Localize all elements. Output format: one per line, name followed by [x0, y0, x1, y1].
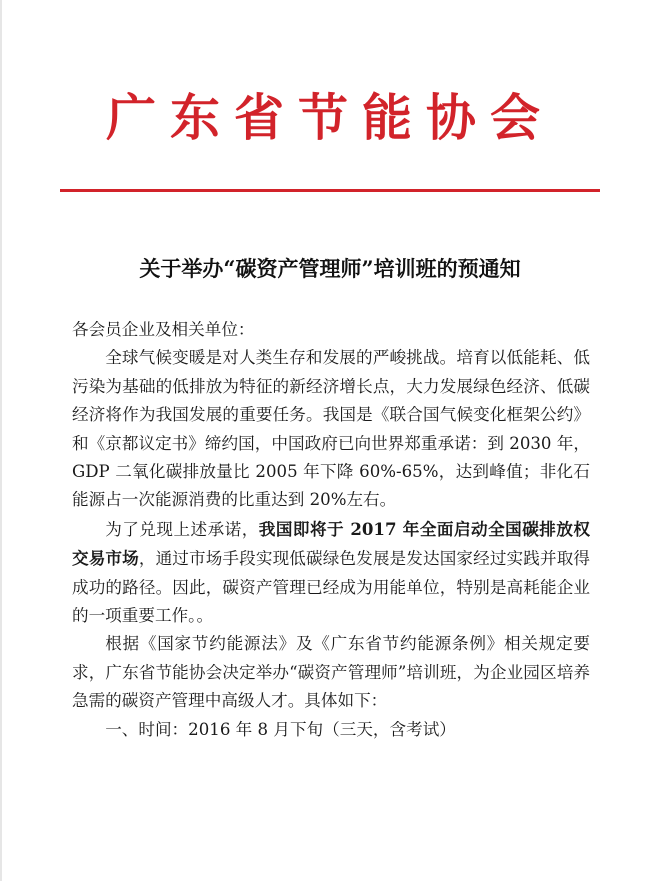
paragraph-2-suffix: ，通过市场手段实现低碳绿色发展是发达国家经过实践并取得成功的路径。因此，碳资产管理已经成为用能单位，特别是高耗能企业的一项重要工作。。: [72, 549, 591, 626]
organization-header: 广东省节能协会: [106, 88, 554, 147]
document-body: [72, 316, 590, 744]
red-divider-line: [60, 189, 600, 192]
salutation: 各会员企业及相关单位：: [72, 320, 255, 339]
paragraph-2: [72, 515, 590, 631]
paragraph-3: 根据《国家节约能源法》及《广东省节约能源条例》相关规定要求，广东省节能协会决定举办“碳资产管理师”培训班，为企业园区培养急需的碳资产管理中高级人才。具体如下：: [72, 634, 590, 711]
paragraph-1: 全球气候变暖是对人类生存和发展的严峻挑战。培育以低能耗、低污染为基础的低排放为特征的新经济增长点，大力发展绿色经济、低碳经济将作为我国发展的重要任务。我国是《联合国气候变化框架公约》和《京都议定书》缔约国，中国政府已向世界郑重承诺：到 2030 年，GDP 二氧化碳排放量比 2005 年下降 60%-65%，达到峰值；非化石能源占一次能源消费的比重达到 20%左右。: [72, 348, 590, 510]
document-title: 关于举办“碳资产管理师”培训班的预通知: [139, 256, 521, 281]
paragraph-2-prefix: 为了兑现上述承诺，: [105, 519, 259, 539]
paragraph-2-emphasis: 我国即将于 2017 年全面启动全国碳排放权交易市场: [72, 518, 590, 569]
item-1-time: 一、时间：2016 年 8 月下旬（三天，含考试）: [105, 719, 456, 739]
page-edge: [0, 0, 2, 881]
